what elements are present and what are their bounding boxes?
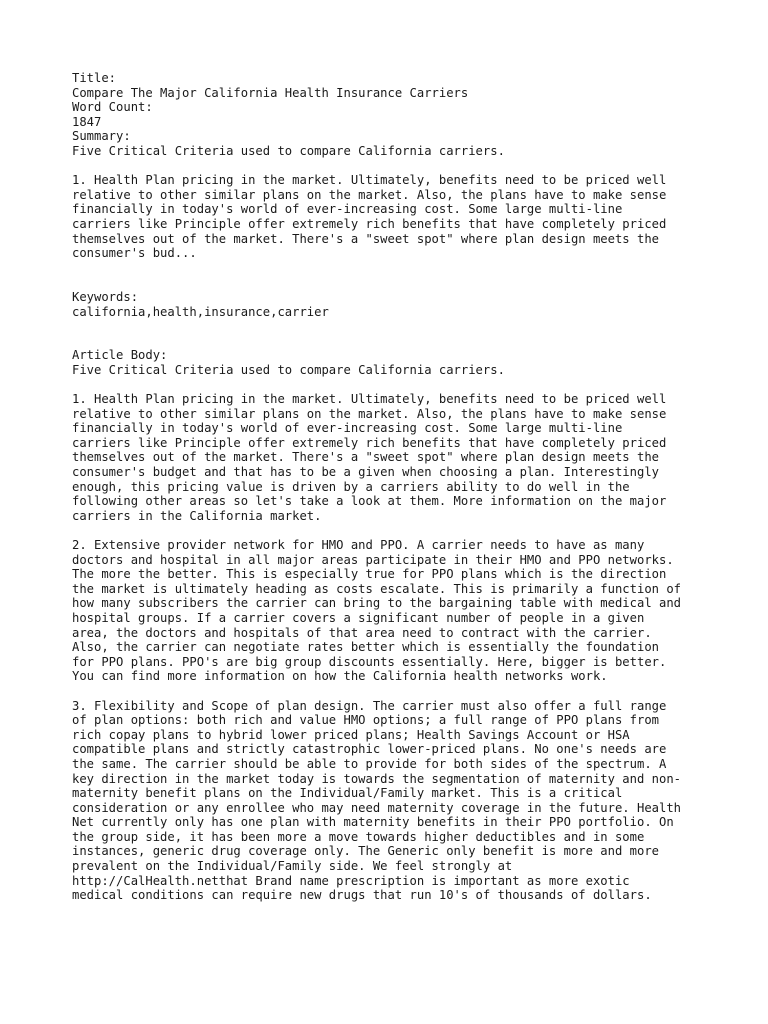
summary-line: relative to other similar plans on the market. Also, the plans have to make sense [72, 187, 667, 202]
article-line: the same. The carrier should be able to provide for both sides of the spectrum. A [72, 756, 667, 771]
article-line: carriers like Principle offer extremely rich benefits that have completely priced [72, 435, 667, 450]
article-line: financially in today's world of ever-increasing cost. Some large multi-line [72, 421, 623, 436]
summary-label: Summary: [72, 129, 131, 144]
article-line: area, the doctors and hospitals of that area need to contract with the carrier. [72, 625, 652, 640]
summary-line: Five Critical Criteria used to compare California carriers. [72, 143, 505, 158]
article-line: 2. Extensive provider network for HMO and PPO. A carrier needs to have as many [72, 538, 645, 552]
keywords-value: california,health,insurance,carrier [72, 304, 329, 319]
title-label: Title: [72, 71, 117, 85]
article-line: how many subscribers the carrier can bring to the bargaining table with medical and [72, 596, 682, 611]
summary-line: consumer's bud... [72, 246, 197, 261]
article-paragraph [72, 538, 712, 684]
article-line: the market is ultimately heading as costs escalate. This is primarily a function of [72, 581, 682, 596]
article-line: consideration or any enrollee who may need maternity coverage in the future. Health [72, 800, 682, 815]
article-body-text [72, 377, 712, 902]
summary-line: themselves out of the market. There's a "sweet spot" where plan design meets the [72, 231, 659, 246]
article-line: prevalent on the Individual/Family side. We feel strongly at [72, 859, 513, 874]
article-body-label: Article Body: [72, 348, 168, 363]
article-line: doctors and hospital in all major areas participate in their HMO and PPO networks. [72, 552, 674, 567]
article-line: consumer's budget and that has to be a given when choosing a plan. Interestingly [72, 465, 659, 480]
article-line: Also, the carrier can negotiate rates better which is essentially the foundation [72, 640, 659, 655]
summary-text [72, 144, 712, 261]
article-line: hospital groups. If a carrier covers a significant number of people in a given [72, 610, 645, 625]
article-line: maternity benefit plans on the Individual/Family market. This is a critical [72, 786, 623, 801]
summary-line: carriers like Principle offer extremely rich benefits that have completely priced [72, 216, 667, 231]
article-line: medical conditions can require new drugs that run 10's of thousands of dollars. [72, 888, 652, 903]
article-line: carriers in the California market. [72, 508, 322, 523]
summary-line: financially in today's world of ever-increasing cost. Some large multi-line [72, 202, 623, 217]
article-line: You can find more information on how the California health networks work. [72, 669, 608, 684]
article-line: following other areas so let's take a look at them. More information on the major [72, 494, 667, 509]
word-count-label: Word Count: [72, 100, 153, 115]
article-line: Net currently only has one plan with maternity benefits in their PPO portfolio. On [72, 815, 674, 830]
article-line: The more the better. This is especially true for PPO plans which is the direction [72, 567, 667, 582]
article-line: relative to other similar plans on the market. Also, the plans have to make sense [72, 406, 667, 421]
article-line: instances, generic drug coverage only. The Generic only benefit is more and more [72, 844, 659, 859]
article-paragraph [72, 699, 712, 903]
article-line: 3. Flexibility and Scope of plan design. The carrier must also offer a full range [72, 698, 667, 713]
summary-line [72, 159, 712, 174]
article-line: for PPO plans. PPO's are big group discounts essentially. Here, bigger is better. [72, 654, 667, 669]
article-line: rich copay plans to hybrid lower priced plans; Health Savings Account or HSA [72, 727, 630, 742]
article-line: compatible plans and strictly catastrophic lower-priced plans. No one's needs are [72, 742, 667, 757]
article-line: the group side, it has been more a move towards higher deductibles and in some [72, 829, 645, 844]
article-paragraph [72, 392, 712, 523]
document-page [72, 71, 712, 903]
keywords-label: Keywords: [72, 289, 139, 304]
article-body-intro: Five Critical Criteria used to compare California carriers. [72, 362, 505, 377]
article-line: http://CalHealth.netthat Brand name prescription is important as more exotic [72, 873, 630, 888]
title-value: Compare The Major California Health Insurance Carriers [72, 85, 469, 100]
summary-line: 1. Health Plan pricing in the market. Ultimately, benefits need to be priced well [72, 173, 667, 188]
article-line: enough, this pricing value is driven by a carriers ability to do well in the [72, 479, 630, 494]
article-line: 1. Health Plan pricing in the market. Ultimately, benefits need to be priced well [72, 392, 667, 407]
article-line: of plan options: both rich and value HMO options; a full range of PPO plans from [72, 713, 659, 728]
article-line: key direction in the market today is towards the segmentation of maternity and non- [72, 771, 682, 786]
word-count-value: 1847 [72, 114, 102, 129]
article-line: themselves out of the market. There's a "sweet spot" where plan design meets the [72, 450, 659, 465]
